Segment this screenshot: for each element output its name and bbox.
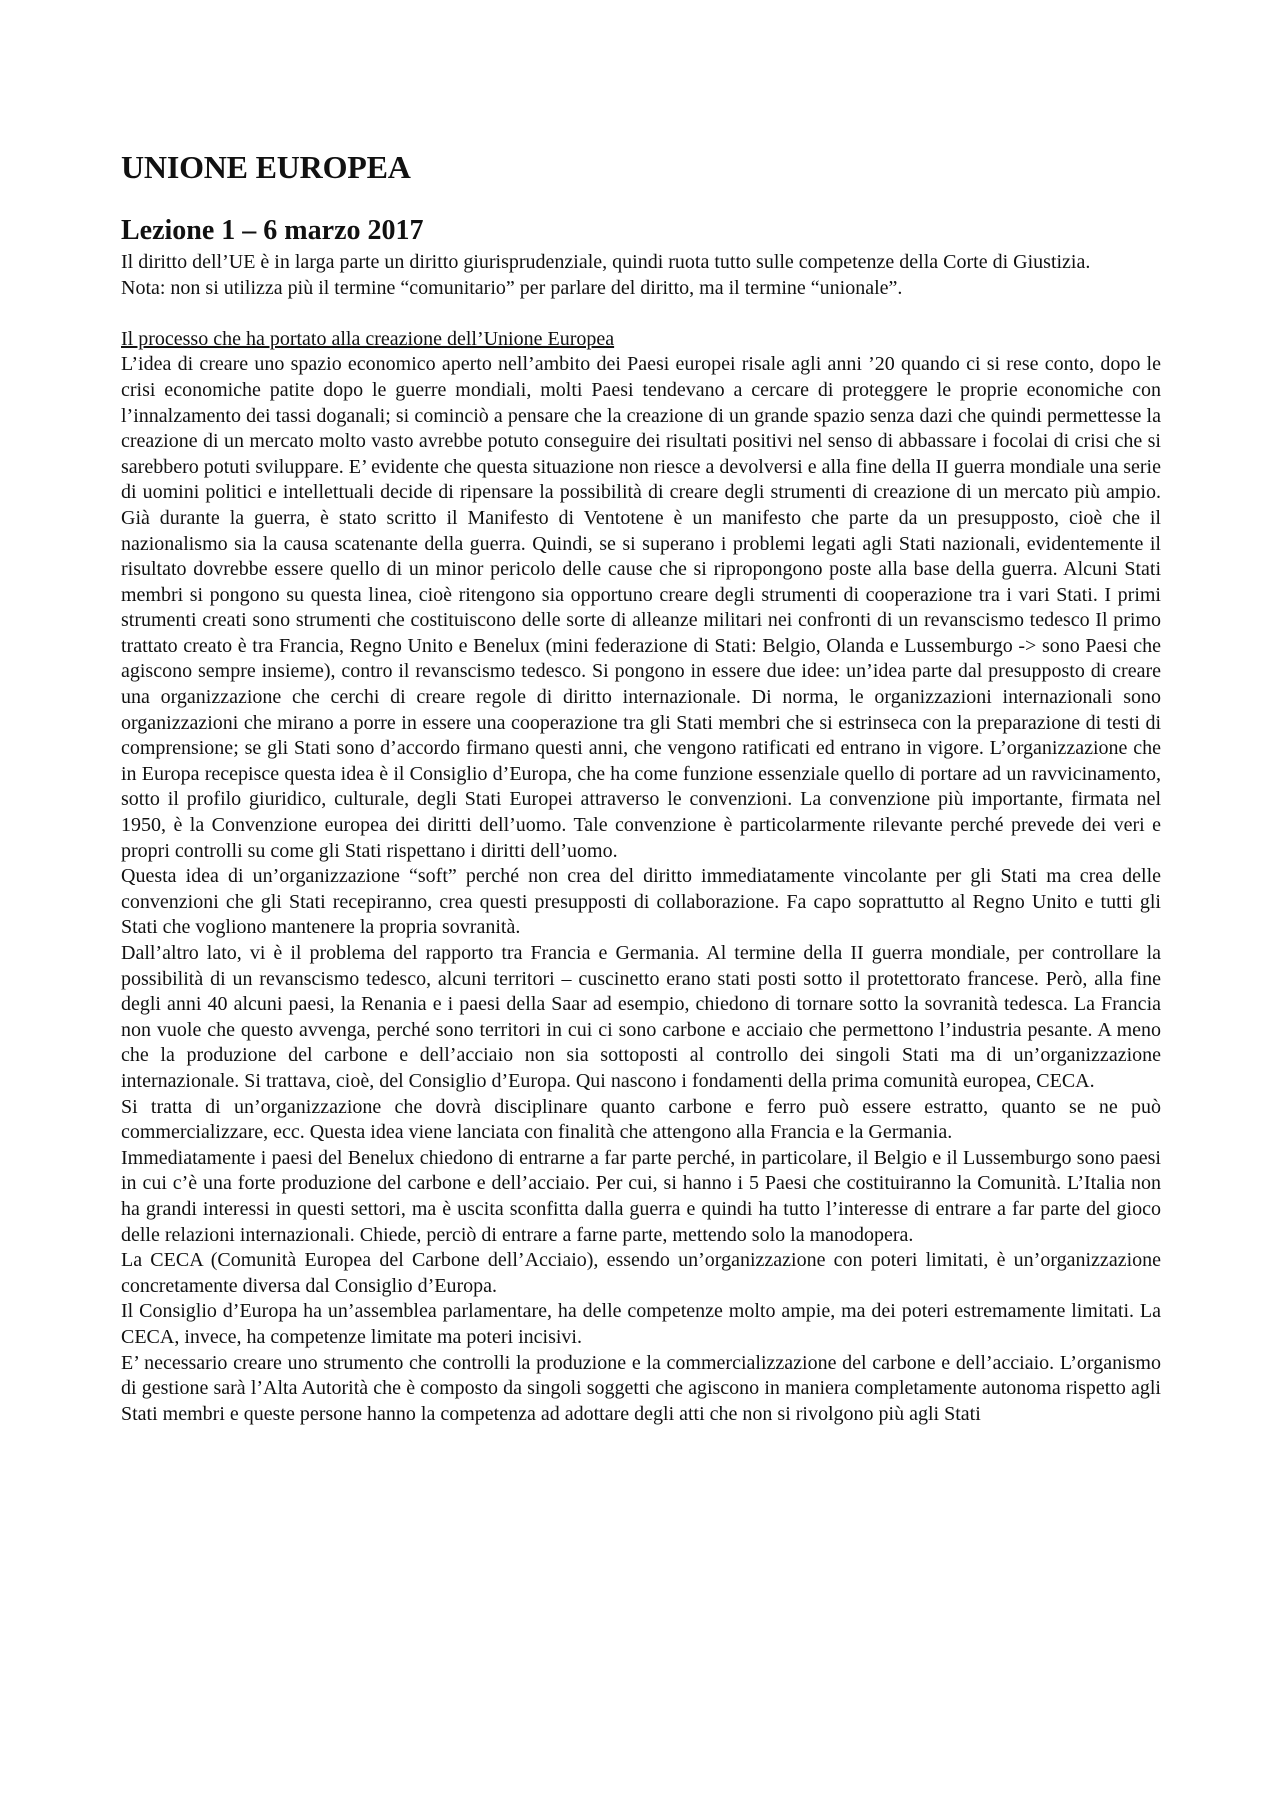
section-heading: Il processo che ha portato alla creazione dell’Unione Europea [121,327,615,350]
blank-line [121,301,1161,327]
body-paragraph: Il Consiglio d’Europa ha un’assemblea parlamentare, ha delle competenze molto ampie, ma dei poteri estremamente limitati. La CECA, invece, ha competenze limitate ma poteri incisivi. [121,1300,1161,1348]
document-page [121,148,1161,1427]
body-paragraph: L’idea di creare uno spazio economico aperto nell’ambito dei Paesi europei risale agli anni ’20 quando ci si rese conto, dopo le crisi economiche patite dopo le guerre mondiali, molti Paesi tendevano a cercare di proteggere le proprie economiche con l’innalzamento dei tassi doganali; si cominciò a pensare che la creazione di un grande spazio senza dazi che quindi permettesse la creazione di un mercato molto vasto avrebbe potuto conseguire dei risultati positivi nel senso di abbassare i focolai di crisi che si sarebbero potuti sviluppare. E’ evidente che questa situazione non riesce a devolversi e alla fine della II guerra mondiale una serie di uomini politici e intellettuali decide di ripensare la possibilità di creare degli strumenti di creazione di un mercato più ampio. Già durante la guerra, è stato scritto il Manifesto di Ventotene è un manifesto che parte da un presupposto, cioè che il nazionalismo sia la causa scatenante della guerra. Quindi, se si superano i problemi legati agli Stati nazionali, evidentemente il risultato dovrebbe essere quello di un minor pericolo delle cause che si ripropongono poste alla base della guerra. Alcuni Stati membri si pongono su questa linea, cioè ritengono sia opportuno creare degli strumenti di cooperazione tra i vari Stati. I primi strumenti creati sono strumenti che costituiscono delle sorte di alleanze militari nei confronti di un revanscismo tedesco Il primo trattato creato è tra Francia, Regno Unito e Benelux (mini federazione di Stati: Belgio, Olanda e Lussemburgo -> sono Paesi che agiscono sempre insieme), contro il revanscismo tedesco. Si pongono in essere due idee: un’idea parte dal presupposto di creare una organizzazione che cerchi di creare regole di diritto internazionale. Di norma, le organizzazioni internazionali sono organizzazioni che mirano a porre in essere una cooperazione tra gli Stati membri che si estrinseca con la preparazione di testi di comprensione; se gli Stati sono d’accordo firmano questi anni, che vengono ratificati ed entrano in vigore. L’organizzazione che in Europa recepisce questa idea è il Consiglio d’Europa, che ha come funzione essenziale quello di portare ad un ravvicinamento, sotto il profilo giuridico, culturale, degli Stati Europei attraverso le convenzioni. La convenzione più importante, firmata nel 1950, è la Convenzione europea dei diritti dell’uomo. Tale convenzione è particolarmente rilevante perché prevede dei veri e propri controlli su come gli Stati rispettano i diritti dell’uomo. [121,353,1161,862]
body-paragraph: Questa idea di un’organizzazione “soft” perché non crea del diritto immediatamente vincolante per gli Stati ma crea delle convenzioni che gli Stati recepiranno, crea questi presupposti di collaborazione. Fa capo soprattutto al Regno Unito e tutti gli Stati che vogliono mantenere la propria sovranità. [121,865,1161,939]
body-paragraph: E’ necessario creare uno strumento che controlli la produzione e la commercializzazione del carbone e dell’acciaio. L’organismo di gestione sarà l’Alta Autorità che è composto da singoli soggetti che agiscono in maniera completamente autonoma rispetto agli Stati membri e queste persone hanno la competenza ad adottare degli atti che non si rivolgono più agli Stati [121,1351,1161,1425]
body-paragraph: Dall’altro lato, vi è il problema del rapporto tra Francia e Germania. Al termine della II guerra mondiale, per controllare la possibilità di un revanscismo tedesco, alcuni territori – cuscinetto erano stati posti sotto il protettorato francese. Però, alla fine degli anni 40 alcuni paesi, la Renania e i paesi della Saar ad esempio, chiedono di tornare sotto la sovranità tedesca. La Francia non vuole che questo avvenga, perché sono territori in cui ci sono carbone e acciaio che permettono l’industria pesante. A meno che la produzione del carbone e dell’acciaio non sia sottoposti al controllo dei singoli Stati ma di un’organizzazione internazionale. Si trattava, cioè, del Consiglio d’Europa. Qui nascono i fondamenti della prima comunità europea, CECA. [121,942,1161,1092]
document-title: UNIONE EUROPEA [121,149,411,185]
note-paragraph: Nota: non si utilizza più il termine “comunitario” per parlare del diritto, ma il termine “unionale”. [121,276,903,299]
body-paragraph: Si tratta di un’organizzazione che dovrà disciplinare quanto carbone e ferro può essere estratto, quanto se ne può commercializzare, ecc. Questa idea viene lanciata con finalità che attengono alla Francia e la Germania. [121,1095,1161,1144]
body-paragraph: Immediatamente i paesi del Benelux chiedono di entrarne a far parte perché, in particolare, il Belgio e il Lussemburgo sono paesi in cui c’è una forte produzione del carbone e dell’acciaio. Per cui, si hanno i 5 Paesi che costituiranno la Comunità. L’Italia non ha grandi interessi in questi settori, ma è uscita sconfitta dalla guerra e quindi ha tutto l’interesse di entrare a far parte del gioco delle relazioni internazionali. Chiede, perciò di entrare a farne parte, mettendo solo la manodopera. [121,1146,1161,1246]
intro-paragraph: Il diritto dell’UE è in larga parte un diritto giurisprudenziale, quindi ruota tutto sulle competenze della Corte di Giustizia. [121,250,1091,273]
lesson-heading: Lezione 1 – 6 marzo 2017 [121,215,424,247]
body-paragraph: La CECA (Comunità Europea del Carbone dell’Acciaio), essendo un’organizzazione con poteri limitati, è un’organizzazione concretamente diversa dal Consiglio d’Europa. [121,1249,1161,1297]
